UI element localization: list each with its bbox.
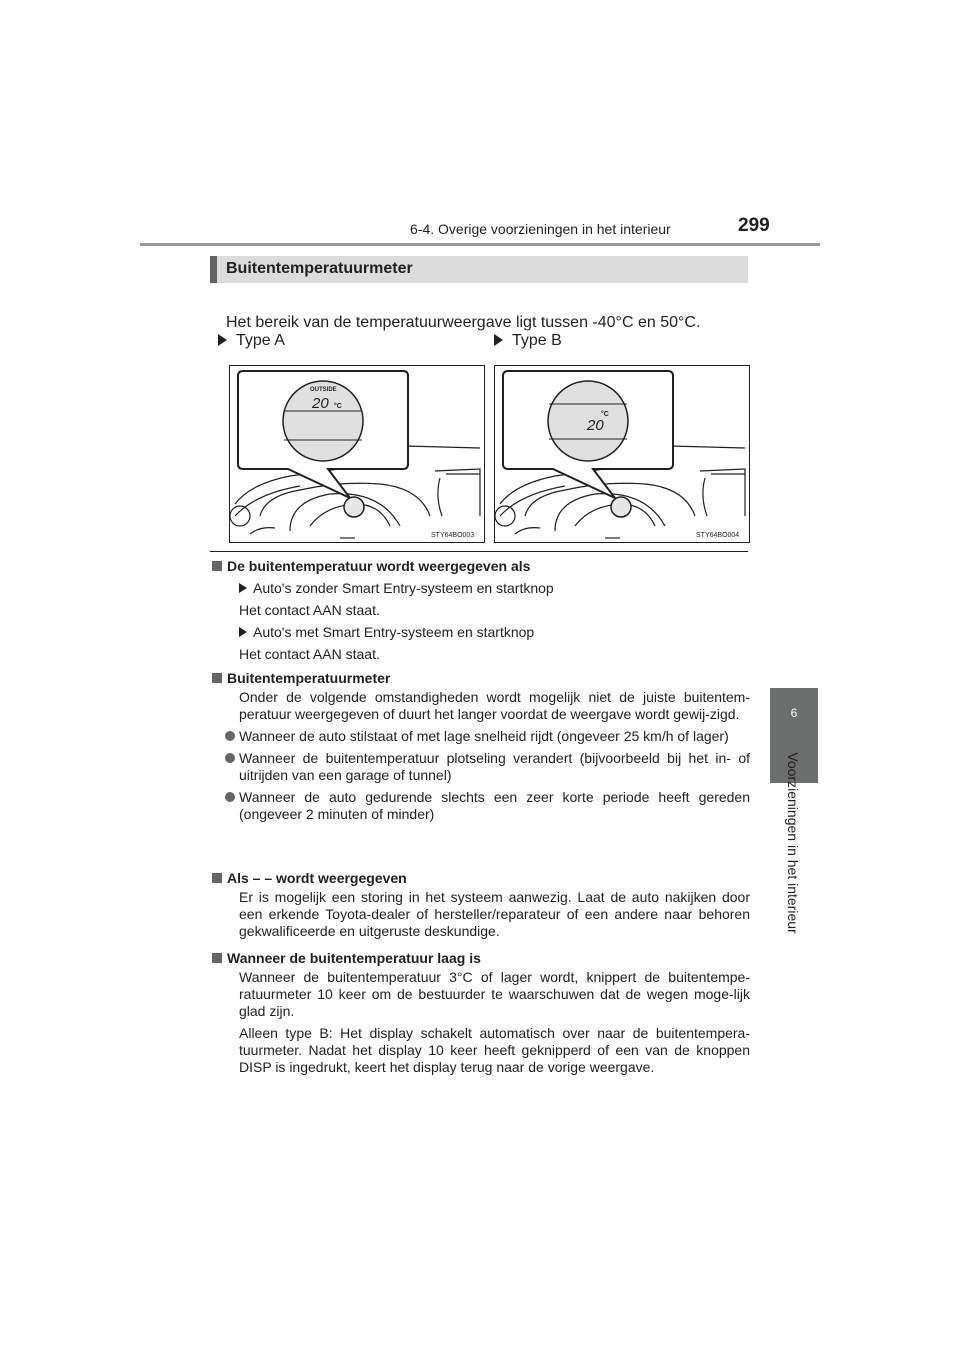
square-bullet-icon <box>212 953 222 963</box>
note-low <box>210 950 750 1076</box>
note-text: Wanneer de buitentemperatuur 3°C of lager wordt, knippert de buitentempe-ratuurmeter 10 keer om de bestuurder te waarschuwen dat de wegen moge-lijk glad zijn. <box>239 969 750 1019</box>
arrow-icon <box>494 334 503 346</box>
section-title-box <box>210 256 748 283</box>
note-shown-when <box>210 558 750 663</box>
figure-bottom-rule <box>210 551 748 552</box>
circle-bullet-icon <box>225 753 235 763</box>
dashboard-illustration-a <box>230 366 484 542</box>
figure-code-a: STY64BO003 <box>431 532 475 539</box>
display-unit-a: °C <box>334 403 342 410</box>
chapter-number: 6 <box>790 706 798 720</box>
intro-text: Het bereik van de temperatuurweergave ligt tussen -40°C en 50°C. <box>226 314 701 331</box>
note-text: Onder de volgende omstandigheden wordt mogelijk niet de juiste buitentem-peratuur weergegeven of duurt het langer voordat de weergave wordt gewij-zigd. <box>239 689 750 722</box>
display-unit-b: °C <box>601 411 609 418</box>
circle-bullet-icon <box>225 731 235 741</box>
figure-code-b: STY64BO004 <box>696 532 740 539</box>
square-bullet-icon <box>212 873 222 883</box>
title-accent-bar <box>210 256 217 283</box>
bullet-text: Wanneer de auto gedurende slechts een zeer korte periode heeft gereden (ongeveer 2 minuten of minder) <box>239 789 750 822</box>
dashboard-illustration-b <box>495 366 749 542</box>
case-text: Het contact AAN staat. <box>239 646 380 662</box>
figure-type-a <box>229 365 485 543</box>
note-heading: Wanneer de buitentemperatuur laag is <box>227 950 481 966</box>
square-bullet-icon <box>212 673 222 683</box>
case-label: Auto's zonder Smart Entry-systeem en startknop <box>253 580 554 596</box>
display-label-outside: OUTSIDE <box>310 387 337 393</box>
note-meter <box>210 670 750 823</box>
section-title: Buitentemperatuurmeter <box>226 260 413 277</box>
arrow-icon <box>239 627 247 637</box>
note-heading: Als – – wordt weergegeven <box>227 870 407 886</box>
arrow-icon <box>218 334 227 346</box>
bullet-text: Wanneer de auto stilstaat of met lage snelheid rijdt (ongeveer 25 km/h of lager) <box>239 728 729 744</box>
case-label: Auto's met Smart Entry-systeem en startknop <box>253 624 535 640</box>
bullet-text: Wanneer de buitentemperatuur plotseling verandert (bijvoorbeeld bij het in- of uitrijden van een garage of tunnel) <box>239 750 750 783</box>
display-value-a: 20 <box>312 395 329 412</box>
note-heading: De buitentemperatuur wordt weergegeven als <box>227 558 531 574</box>
display-value-b: 20 <box>587 417 604 434</box>
note-heading: Buitentemperatuurmeter <box>227 670 391 686</box>
page-number: 299 <box>738 215 770 236</box>
square-bullet-icon <box>212 561 222 571</box>
header-rule <box>140 243 820 246</box>
case-text: Het contact AAN staat. <box>239 602 380 618</box>
note-dashes <box>210 870 750 940</box>
header-section-title: 6-4. Overige voorzieningen in het interieur <box>410 221 671 237</box>
arrow-icon <box>239 583 247 593</box>
figure-type-b <box>494 365 750 543</box>
chapter-title-vertical: Voorzieningen in het interieur <box>785 752 801 934</box>
circle-bullet-icon <box>225 792 235 802</box>
note-text: Er is mogelijk een storing in het systeem aanwezig. Laat de auto nakijken door een erkende Toyota-dealer of hersteller/reparateur of een andere naar behoren gekwalificeerde en uitgeruste deskundige. <box>239 889 750 939</box>
type-a-label: Type A <box>218 332 285 350</box>
note-text: Alleen type B: Het display schakelt automatisch over naar de buitentempera-tuurmeter. Nadat het display 10 keer heeft geknipperd of een van de knoppen DISP is ingedrukt, keert het display terug naar de vorige weergave. <box>239 1025 750 1075</box>
type-b-label: Type B <box>494 332 562 350</box>
